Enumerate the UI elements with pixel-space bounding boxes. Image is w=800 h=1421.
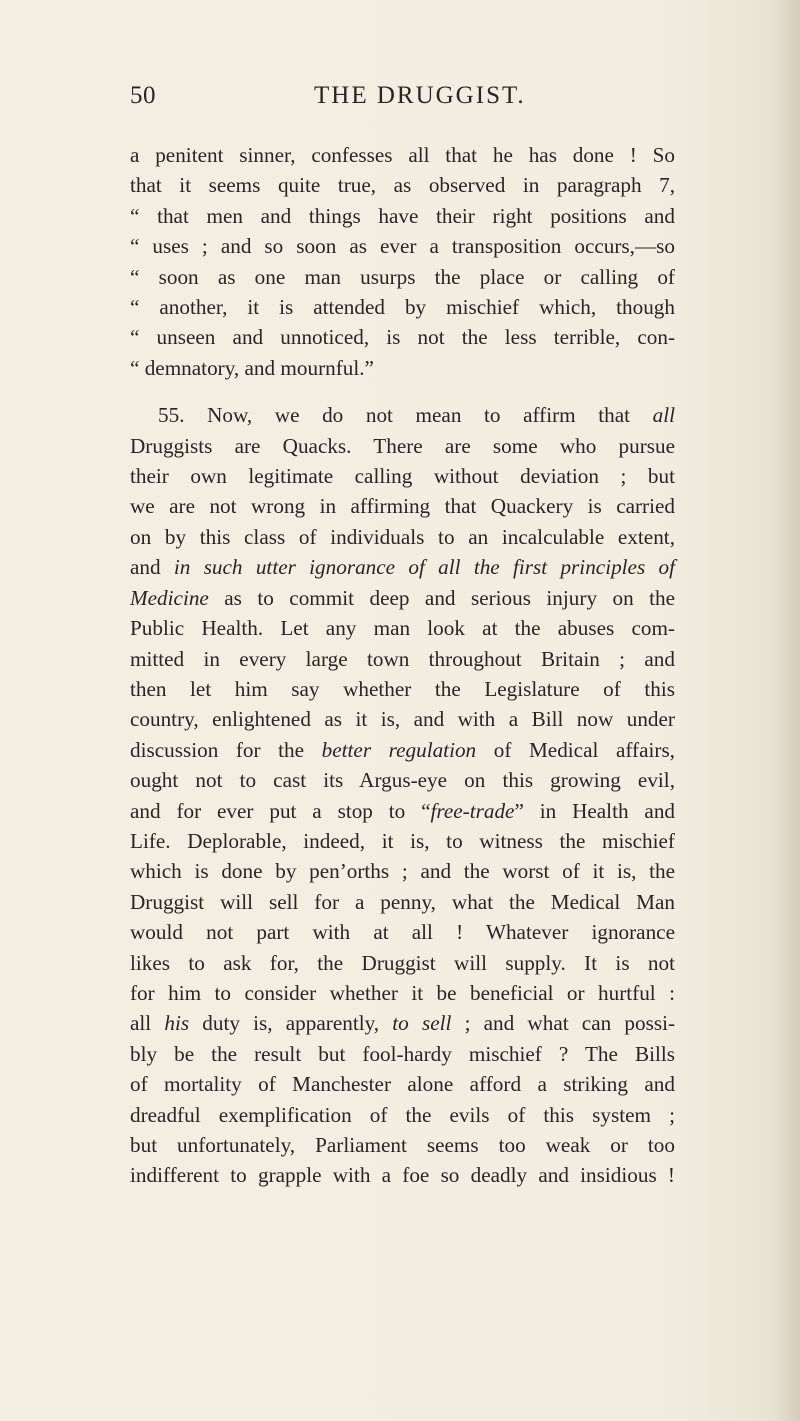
text-line: but unfortunately, Parliament seems too weak or too — [130, 1133, 675, 1157]
text-line: on by this class of individuals to an incalculable extent, — [130, 524, 675, 549]
text-line: dreadful exemplification of the evils of this system ; — [130, 1102, 675, 1127]
running-title: THE DRUGGIST. — [314, 82, 526, 109]
text-run: all — [130, 1011, 165, 1036]
text-run: duty is, apparently, — [189, 1011, 393, 1036]
text-line: likes to ask for, the Druggist will supply. It is not — [130, 950, 675, 975]
emphasis-run: to sell — [392, 1011, 452, 1036]
text-line: ought not to cast its Argus-eye on this growing evil, — [130, 768, 675, 793]
text-line: “ demnatory, and mournful.” — [130, 355, 374, 380]
text-run: as to commit deep and serious injury on the — [208, 585, 675, 610]
text-line: “ unseen and unnoticed, is not the less terrible, con- — [130, 325, 675, 350]
page-edge-shadow — [774, 0, 800, 1421]
text-line — [130, 1008, 675, 1038]
paragraph-gap — [130, 383, 675, 400]
text-run: and — [130, 555, 174, 580]
text-line: that it seems quite true, as observed in paragraph 7, — [130, 173, 675, 198]
text-line: we are not wrong in affirming that Quackery is carried — [130, 494, 675, 519]
text-line: Public Health. Let any man look at the abuses com- — [130, 616, 675, 641]
text-line — [130, 735, 675, 765]
text-line — [130, 552, 675, 582]
text-line: country, enlightened as it is, and with a Bill now under — [130, 707, 675, 732]
emphasis-run: his — [164, 1011, 190, 1036]
text-line: “ soon as one man usurps the place or calling of — [130, 264, 675, 289]
text-line: mitted in every large town throughout Britain ; and — [130, 646, 675, 671]
paragraph-55 — [130, 400, 675, 1191]
text-line: “ another, it is attended by mischief which, though — [130, 295, 675, 320]
emphasis-run: better regulation — [321, 737, 477, 762]
text-line: for him to consider whether it be beneficial or hurtful : — [130, 980, 675, 1005]
text-line: would not part with at all ! Whatever ignorance — [130, 920, 675, 945]
page-number: 50 — [130, 82, 156, 109]
text-line: “ that men and things have their right positions and — [130, 203, 675, 228]
text-line: Druggist will sell for a penny, what the Medical Man — [130, 889, 675, 914]
text-run: ” in Health and — [514, 798, 676, 823]
text-run: and for ever put a stop to “ — [130, 798, 431, 823]
emphasis-run: in such utter ignorance of all the first principles of — [173, 555, 675, 580]
text-run: 55. Now, we do not mean to affirm that — [158, 403, 653, 428]
text-line — [130, 400, 675, 430]
emphasis-run: all — [652, 403, 675, 428]
text-line: Life. Deplorable, indeed, it is, to witness the mischief — [130, 828, 675, 853]
text-line: of mortality of Manchester alone afford a striking and — [130, 1072, 675, 1097]
text-run: discussion for the — [130, 737, 322, 762]
text-line: then let him say whether the Legislature of this — [130, 676, 675, 701]
text-line: a penitent sinner, confesses all that he has done ! So — [130, 143, 675, 167]
text-run: of Medical affairs, — [476, 737, 675, 762]
text-line: bly be the result but fool-hardy mischief ? The Bills — [130, 1041, 675, 1066]
emphasis-run: Medicine — [130, 585, 209, 610]
body-text — [130, 140, 675, 1191]
text-line — [130, 583, 675, 613]
text-run: ; and what can possi- — [451, 1011, 676, 1036]
text-line: which is done by pen’orths ; and the worst of it is, the — [130, 859, 675, 884]
text-line: “ uses ; and so soon as ever a transposition occurs,—so — [130, 234, 675, 259]
text-line: Druggists are Quacks. There are some who pursue — [130, 433, 675, 458]
paragraph-quote-continuation — [130, 140, 675, 383]
text-line — [130, 796, 675, 826]
text-line: their own legitimate calling without deviation ; but — [130, 464, 675, 489]
emphasis-run: free-trade — [430, 798, 515, 823]
text-line: indifferent to grapple with a foe so deadly and insidious ! — [130, 1163, 675, 1188]
running-head — [130, 82, 675, 116]
